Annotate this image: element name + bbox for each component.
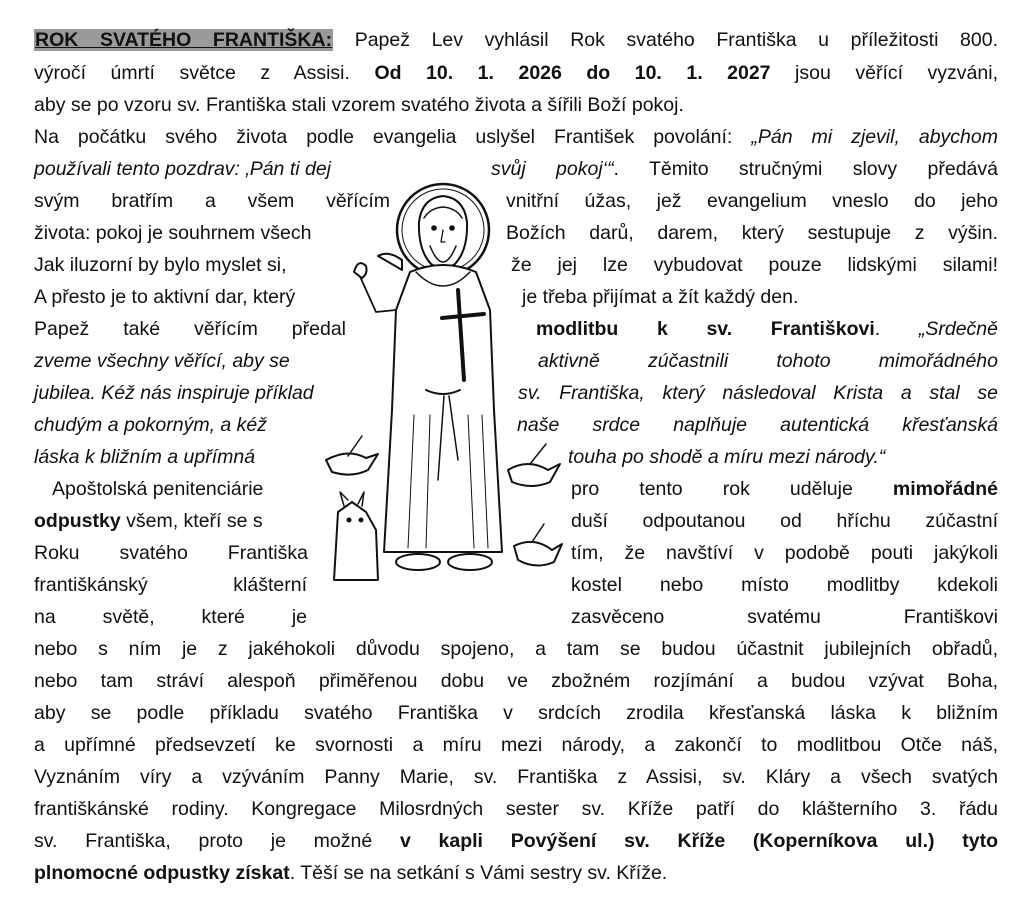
text-right-13: naše srdce naplňuje autentická křesťanská: [517, 414, 998, 436]
article-line-25: františkánské rodiny. Kongregace Milosrdných sester sv. Kříže patří do klášterního 3. řádu: [34, 798, 998, 820]
text-left-11: zveme všechny věřící, aby se: [34, 350, 290, 372]
article-line-2: [34, 61, 998, 86]
text-run: všem, kteří se s: [120, 510, 263, 532]
text-right-6: vnitřní úžas, jež evangelium vneslo do jeho: [506, 190, 998, 212]
text-right-14: touha po shodě a míru mezi národy.“: [568, 446, 886, 468]
text-left-15: Apoštolská penitenciárie: [52, 478, 264, 500]
text-left-12: jubilea. Kéž nás inspiruje příklad: [34, 382, 314, 404]
jubilee-dates: Od 10. 1. 2026 do 10. 1. 2027: [374, 62, 771, 84]
dove-right-icon: [508, 444, 560, 486]
text-run: výročí úmrtí světce z Assisi.: [34, 62, 375, 84]
text-left-19: na světě, které je: [34, 606, 307, 628]
text-right-15: [571, 477, 998, 502]
text-run: pro tento rok uděluje: [571, 478, 893, 500]
text-left-8: Jak iluzorní by bylo myslet si,: [34, 254, 287, 276]
text-left-14: láska k bližním a upřímná: [34, 446, 256, 468]
article-line-23: a upřímné předsevzetí ke svornosti a míru mezi národy, a zakončí to modlitbou Otče náš,: [34, 734, 998, 756]
saint-francis-illustration: [318, 160, 568, 620]
text-run: . Těší se na setkání s Vámi sestry sv. Kříže.: [289, 862, 668, 884]
text-left-7: života: pokoj je souhrnem všech: [34, 222, 312, 244]
quote-run: „Pán mi zjevil, abychom: [751, 126, 998, 148]
text-run: jsou věřící vyzváni,: [770, 62, 998, 84]
text-left-17: Roku svatého Františka: [34, 542, 308, 564]
chapel-location: v kapli Povýšení sv. Kříže (Koperníkova ul.) tyto: [399, 830, 998, 852]
text-right-10: [536, 317, 998, 342]
text-right-8: že jej lze vybudovat pouze lidskými silami!: [511, 254, 998, 276]
saint-robe: [384, 265, 502, 552]
sandals: [396, 554, 492, 570]
text-left-6: svým bratřím a všem věřícím: [34, 190, 390, 212]
article-line-21: nebo tam stráví alespoň přiměřenou dobu ve zbožném rozjímání a budou vzývat Boha,: [34, 670, 998, 692]
text-right-17: tím, že navštíví v podobě pouti jakýkoli: [571, 542, 998, 564]
text-right-9: je třeba přijímat a žít každý den.: [522, 286, 799, 308]
text-right-19: zasvěceno svatému Františkovi: [571, 606, 998, 628]
dove-left-icon: [326, 436, 378, 475]
text-run: Papež Lev vyhlásil Rok svatého Františka u příležitosti 800.: [333, 29, 998, 51]
text-run: . Těmito stručnými slovy předává: [613, 158, 998, 180]
saint-head: [419, 196, 467, 268]
article-line-22: aby se podle příkladu svatého Františka v srdcích zrodila křesťanská láska k bližním: [34, 702, 998, 724]
quote-run: svůj pokoj‘“: [491, 158, 614, 180]
text-run: Na počátku svého života podle evangelia uslyšel František povolání:: [34, 126, 752, 148]
article-line-27: [34, 861, 998, 886]
dove-right-lower-icon: [514, 524, 562, 566]
text-run: .: [874, 318, 919, 340]
plenary-indulgence: plnomocné odpustky získat: [34, 862, 290, 884]
bird-on-shoulder: [378, 254, 402, 270]
saint-arm-raised: [354, 263, 396, 312]
text-right-16: duší odpoutanou od hříchu zúčastní: [571, 510, 998, 532]
wolf-icon: [334, 492, 378, 580]
quote-run: „Srdečně: [918, 318, 998, 340]
text-left-9: A přesto je to aktivní dar, který: [34, 286, 296, 308]
article-heading: ROK SVATÉHO FRANTIŠKA:: [35, 29, 333, 51]
article-line-1: [34, 28, 998, 53]
text-left-5: používali tento pozdrav: ‚Pán ti dej: [34, 158, 332, 180]
text-left-10: Papež také věřícím předal: [34, 318, 346, 340]
text-bold: mimořádné: [892, 478, 998, 500]
article-line-24: Vyznáním víry a vzýváním Panny Marie, sv. Františka z Assisi, sv. Kláry a všech svatých: [34, 766, 998, 788]
prayer-title: modlitbu k sv. Františkovi: [536, 318, 875, 340]
text-left-16: [34, 509, 263, 534]
text-run: aby se po vzoru sv. Františka stali vzorem svatého života a šířili Boží pokoj.: [34, 94, 684, 116]
text-right-18: kostel nebo místo modlitby kdekoli: [571, 574, 998, 596]
text-right-12: sv. Františka, který následoval Krista a stal se: [518, 382, 998, 404]
text-right-11: aktivně zúčastnili tohoto mimořádného: [538, 350, 998, 372]
indulgence-term: odpustky: [34, 510, 121, 532]
text-left-13: chudým a pokorným, a kéž: [34, 414, 268, 436]
text-run: sv. Františka, proto je možné: [34, 830, 400, 852]
article-line-20: nebo s ním je z jakéhokoli důvodu spojeno, a tam se budou účastnit jubilejních obřadů,: [34, 638, 998, 660]
article-line-4: [34, 125, 998, 150]
article-line-3: [34, 93, 998, 118]
text-right-7: Božích darů, darem, který sestupuje z výšin.: [506, 222, 998, 244]
text-left-18: františkánský klášterní: [34, 574, 307, 596]
article-line-26: [34, 829, 998, 854]
